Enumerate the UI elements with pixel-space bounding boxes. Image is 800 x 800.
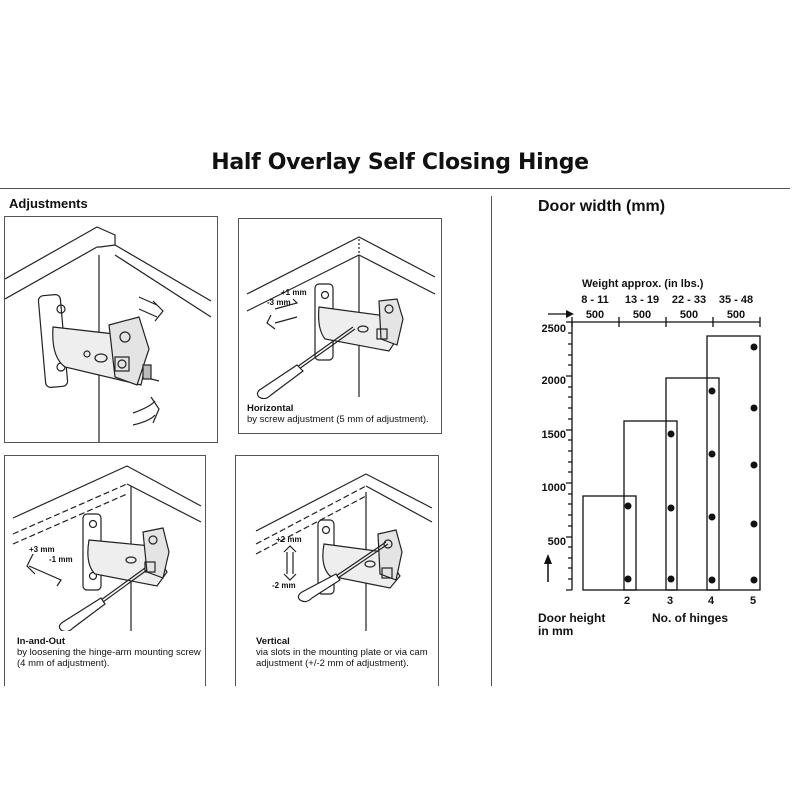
hinge-label-3: 3: [666, 595, 674, 607]
y-tick-2000: 2000: [541, 375, 566, 387]
hinge-label-4: 4: [707, 595, 715, 607]
vertical-caption-title: Vertical: [256, 636, 290, 647]
in-and-out-caption-line2: (4 mm of adjustment).: [17, 658, 110, 669]
panel-horizontal-adjustment: [238, 218, 442, 434]
vertical-caption-line1: via slots in the mounting plate or via cam: [256, 647, 428, 658]
y-axis-label-line1: Door height: [538, 611, 606, 625]
hinge-label-5: 5: [749, 595, 757, 607]
horizontal-caption-text: by screw adjustment (5 mm of adjustment).: [247, 414, 429, 425]
section-divider: [491, 196, 492, 686]
width-label-2: 500: [632, 309, 652, 321]
svg-text:-2 mm: -2 mm: [272, 581, 296, 590]
svg-text:-1 mm: -1 mm: [49, 555, 73, 564]
y-tick-1000: 1000: [541, 482, 566, 494]
width-label-4: 500: [726, 309, 746, 321]
svg-text:+1 mm: +1 mm: [281, 288, 307, 297]
weight-range-3: 22 - 33: [671, 294, 707, 306]
hinge-overview-icon: [5, 217, 217, 442]
weight-range-4: 35 - 48: [718, 294, 754, 306]
svg-text:-3 mm: -3 mm: [267, 298, 291, 307]
title-divider: [0, 188, 790, 189]
weight-heading: Weight approx. (in lbs.): [582, 278, 704, 290]
page-title: Half Overlay Self Closing Hinge: [211, 150, 589, 175]
vertical-caption: [256, 636, 428, 669]
y-axis-label-line2: in mm: [538, 624, 574, 638]
horizontal-adjustment-icon: [239, 219, 441, 399]
y-tick-1500: 1500: [541, 429, 566, 441]
right-arrow-icon: [566, 310, 574, 318]
horizontal-caption-title: Horizontal: [247, 403, 294, 414]
hinge-position-dots: [625, 344, 758, 584]
horizontal-caption: [247, 403, 429, 425]
y-tick-2500: 2500: [541, 323, 566, 335]
svg-text:+3 mm: +3 mm: [29, 545, 55, 554]
adjustments-heading: Adjustments: [9, 196, 88, 211]
weight-range-1: 8 - 11: [581, 294, 609, 306]
in-and-out-caption: [17, 636, 201, 669]
y-tick-500: 500: [547, 536, 566, 548]
box-4-hinges: [666, 378, 719, 590]
weight-range-2: 13 - 19: [624, 294, 660, 306]
width-label-1: 500: [585, 309, 605, 321]
svg-text:+2 mm: +2 mm: [276, 535, 302, 544]
vertical-caption-line2: adjustment (+/-2 mm of adjustment).: [256, 658, 409, 669]
in-and-out-caption-title: In-and-Out: [17, 636, 66, 647]
in-and-out-adjustment-icon: [5, 456, 205, 631]
chart-title: Door width (mm): [538, 198, 666, 215]
in-and-out-caption-line1: by loosening the hinge-arm mounting screw: [17, 647, 201, 658]
width-label-3: 500: [679, 309, 699, 321]
panel-in-and-out-adjustment: [4, 455, 206, 686]
vertical-adjustment-icon: [236, 456, 438, 631]
hinge-label-2: 2: [623, 595, 631, 607]
panel-overview-illustration: [4, 216, 218, 443]
x-axis-label: No. of hinges: [652, 611, 728, 625]
panel-vertical-adjustment: [235, 455, 439, 686]
up-arrow-icon: [544, 554, 552, 564]
hinge-count-chart: [500, 270, 790, 630]
